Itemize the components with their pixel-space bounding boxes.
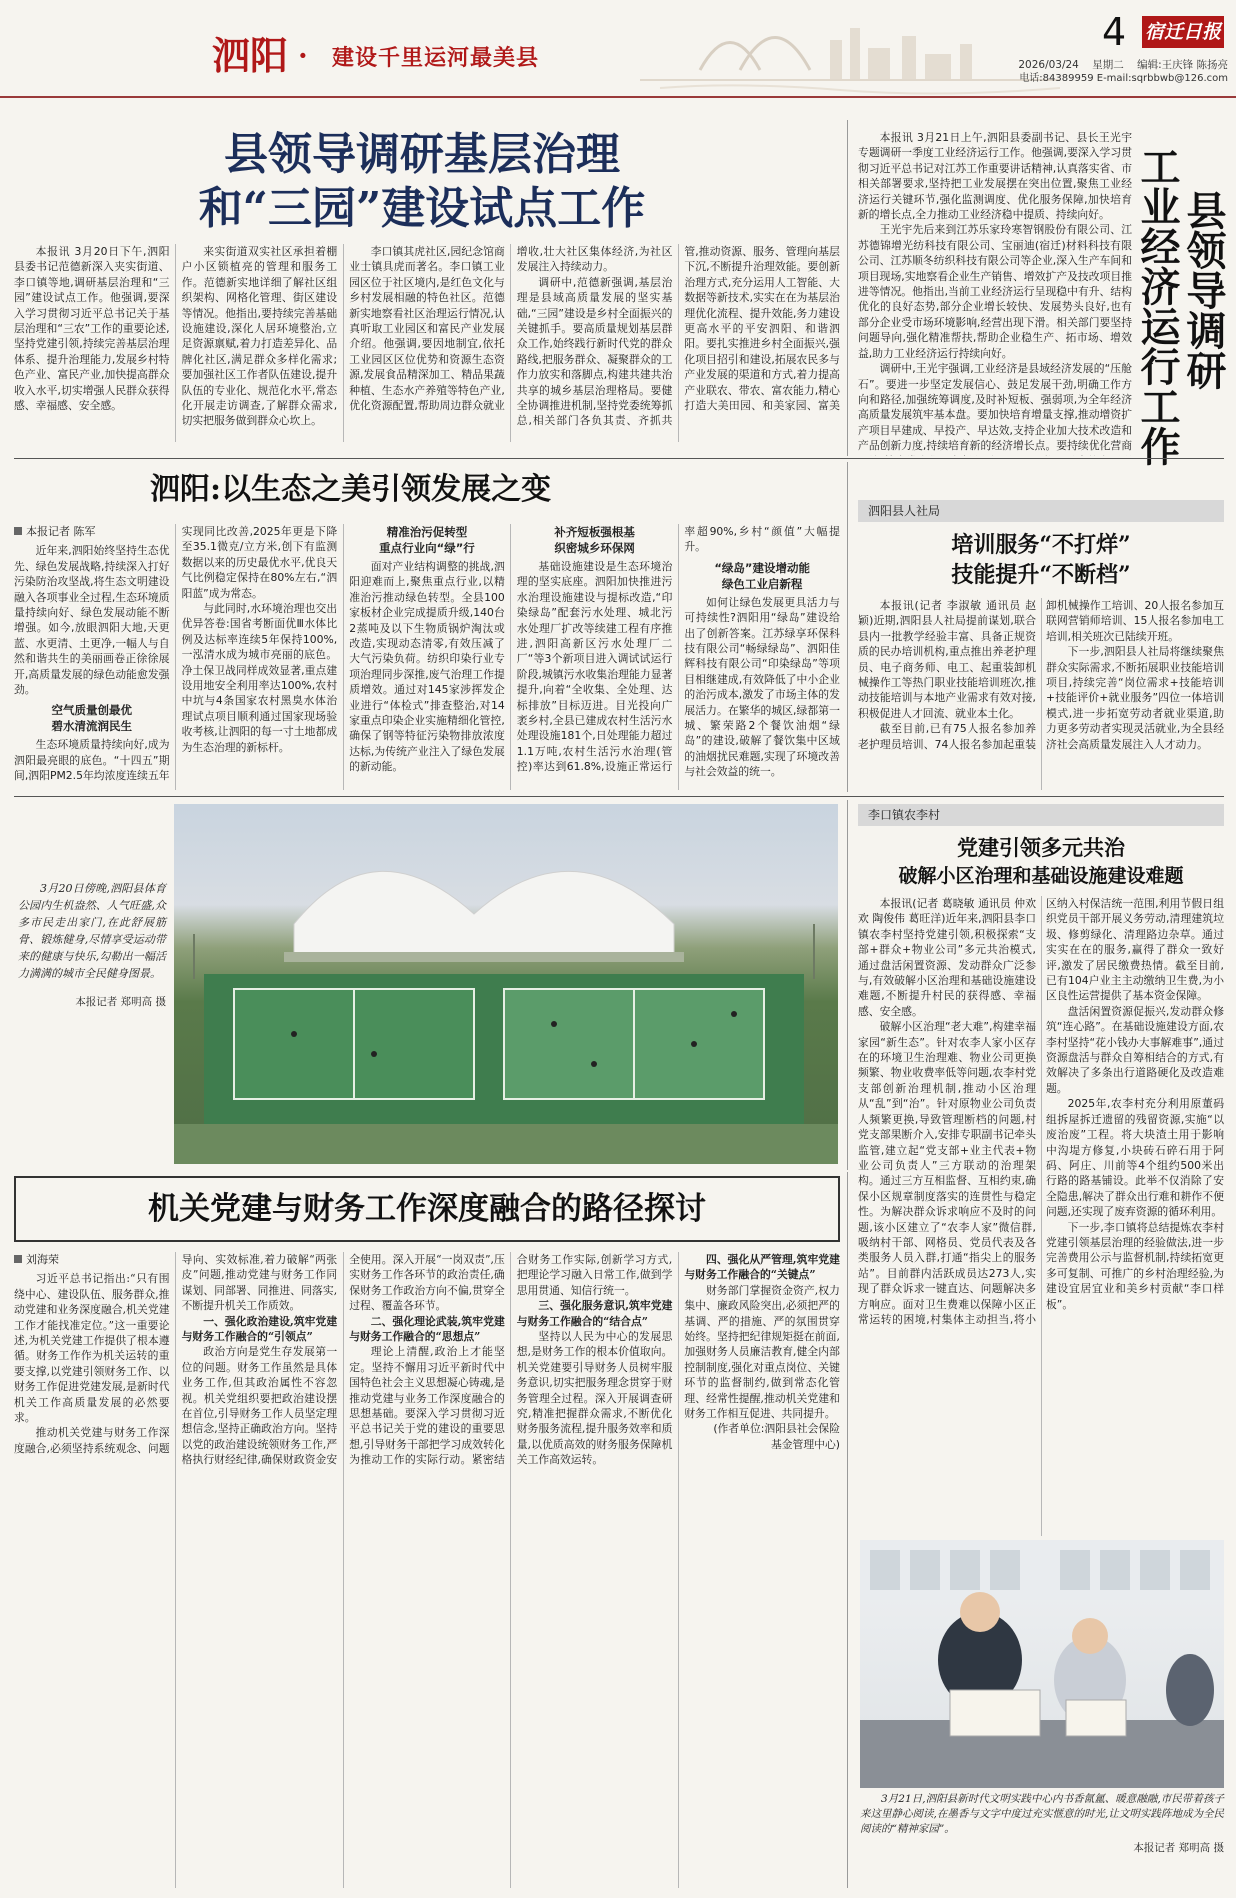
section-slogan: 建设千里运河最美县 <box>332 46 540 71</box>
article1-para: 本报讯 3月20日下午,泗阳县委书记范德新深入夹实街道、李口镇等地,调研基层治理和“三园”建设试点工作。他强调,要深入学习贯彻习近平总书记关于基层治理和“三农”工作的重要论述,坚持党建引领,持续完善基层治理体系、提升治理能力,发展乡村特色产业、富民产业,加快提高群众收入水平,切实增强人民群众获得感、幸福感、安全感。 <box>14 245 170 413</box>
section-dot: · <box>298 39 308 72</box>
article3-para: 面对产业结构调整的挑战,泗阳迎难而上,聚焦重点行业,以精准治污推动绿色转型。全县100家板材企业完成提质升级,140台2蒸吨及以下生物质锅炉淘汰或改造,实现动态清零,有效压减了大气污染负荷。纺织印染行业专项治理同步深推,废气治理工作提质增效。通过对145家涉挥发企业进行“体检式”排查整治,对14家重点印染企业实施精细化管控,确保了钢等特征污染物排放浓度达标,为传统产业注入了绿色发展的新动能。 <box>349 560 505 774</box>
photo1-credit: 本报记者 郑明高 摄 <box>75 996 166 1008</box>
article6-title: 机关党建与财务工作深度融合的路径探讨 <box>148 1191 706 1227</box>
issue-date: 2026/03/24 <box>1018 59 1079 71</box>
article1-para: 李口镇其虎社区,园纪念馆商业士镇具虎而著名。李口镇工业园区位于社区境内,是红色文化与乡村发展相融的特色社区。范德新实地察看社区治理运行情况,认真听取工业园区和富民产业发展介绍。他强调,要因地制宜,依托工业园区区位优势和资源生态资源,发展食品精深加工、精品果蔬种植、生态水产养殖等特色产业,优化资源配置,帮助周边群众就业增收,壮大社区集体经济,为社区发展注入持续动力。 <box>349 245 673 413</box>
photo-reading-room <box>860 1540 1224 1788</box>
article3-para: 如何让绿色发展更具活力与可持续性?泗阳用“绿岛”建设给出了创新答案。江苏绿享环保科技有限公司“畅绿绿岛”、泗阳佳辉科技有限公司“印染绿岛”等项目相继建成,有效降低了中小企业的治污成本,激发了市场主体的发展活力。在繁华的城区,绿都第一城、繁荣路2个餐饮油烟“绿岛”的建设,破解了餐饮集中区域的油烟扰民难题,实现了环境改善与社会效益的统一。 <box>684 595 840 779</box>
article3-subhead-4: “绿岛”建设增动能 绿色工业启新程 <box>714 560 810 591</box>
article1-title-line1: 县领导调研基层治理 <box>224 129 620 180</box>
article3-reporter-text: 本报记者 陈军 <box>26 525 96 538</box>
article5-para: 盘活闲置资源促振兴,发动群众修筑“连心路”。在基础设施建设方面,农李村坚持“花小钱办大事解难事”,通过资源盘活与群众自筹相结合的方式,有效解决了多条出行道路硬化及改造难题。 <box>1046 1004 1224 1095</box>
article6-section-head: 三、强化服务意识,筑牢党建与财务工作融合的“结合点” <box>516 1299 673 1328</box>
article3-subhead-1: 空气质量创最优 碧水清流润民生 <box>51 703 133 734</box>
article6-para: 理论上清醒,政治上才能坚定。坚持不懈用习近平新时代中国特色社会主义思想凝心铸魂,是推动党建与业务工作深度融合的思想基础。要深入学习贯彻习近平总书记关于党的建设的重要思想,引导财务干部把学习成效转化为推动工作的实际行动。紧密结合财务工作实际,创新学习方式,把理论学习融入日常工作,做到学思用贯通、知信行统一。 <box>349 1253 673 1467</box>
article5-para: 破解小区治理“老大难”,构建幸福家园“新生态”。针对农李人家小区存在的环境卫生治理难、物业公司更换频繁、物业收费率低等问题,农李村党支部创新治理机制,推动小区治理从“乱”到“治”。针对原物业公司负责人频繁更换,导致管理断档的问题,村党支部果断介入,安排专职副书记牵头监管,建立起“党支部+业主代表+物业公司负责人”三方联动的治理架构。通过三方互相监督、互相约束,确保小区规章制度落实的连贯性与稳定性。为解决群众诉求响应不及时的问题,该小区建立了“农李人家”微信群,吸纳村干部、网格员、党员代表及各类服务人员入群,打通“指尖上的服务站”。目前群内活跃成员达273人,实现了群众诉求一键直达、问题解决多方响应。面对卫生费难以保障小区正常运转的困境,村集体主动担当,将小区纳入村保洁统一范围,利用节假日组织党员干部开展义务劳动,清理建筑垃圾、修剪绿化、清理路边杂草。通过实实在在的服务,赢得了群众一致好评,激发了居民缴费热情。截至目前,已有104户业主主动缴纳卫生费,为小区良性运营提供了基本资金保障。 <box>858 897 1224 1326</box>
article6-para: 财务部门掌握资金资产,权力集中、廉政风险突出,必须把严的基调、严的措施、严的氛围贯穿始终。坚持把纪律规矩挺在前面,加强财务人员廉洁教育,健全内部控制制度,强化对重点岗位、关键环节的监督制约,做到常态化管理、经常性提醒,推动机关党建和财务工作相互促进、共同提升。 <box>684 1283 840 1421</box>
article6-author <box>14 1252 170 1267</box>
divider-row2 <box>14 796 1224 797</box>
article3-subhead-2: 精准治污促转型 重点行业向“绿”行 <box>379 525 475 555</box>
article2-para: 本报讯 3月21日上午,泗阳县委副书记、县长王光宇专题调研一季度工业经济运行工作。他强调,要深入学习贯彻习近平总书记对江苏工作重要讲话精神,认真落实省、市相关部署要求,坚持把工业发展摆在突出位置,聚焦工业经济运行关键环节,强化监测调度、优化服务保障,加快培育新的增长点,全力推动工业经济稳中提质、持续向好。 <box>858 131 1132 222</box>
article2-body <box>858 130 1132 456</box>
photo-sports-park <box>174 804 838 1164</box>
article3-reporter <box>14 524 170 539</box>
article6-section-head: 一、强化政治建设,筑牢党建与财务工作融合的“引领点” <box>181 1314 338 1344</box>
article6-section-head: 二、强化理论武装,筑牢党建与财务工作融合的“思想点” <box>349 1314 505 1344</box>
article1-title-line2: 和“三园”建设试点工作 <box>198 183 646 234</box>
article5-para: 本报讯(记者 葛晓敏 通讯员 仲欢欢 陶俊伟 葛旺洋)近年来,泗阳县李口镇农李村坚持党建引领,积极探索“支部+群众+物业公司”多元共治模式,通过盘活闲置资源、发动群众广泛参与,有效破解小区治理和基础设施建设难题,不断提升村民的获得感、幸福感、安全感。 <box>858 897 1036 1018</box>
article1-title <box>14 128 830 236</box>
sports-park-illustration <box>174 804 838 1164</box>
page-number: 4 <box>1102 10 1127 54</box>
article6-para: 习近平总书记指出:“只有围绕中心、建设队伍、服务群众,推动党建和业务深度融合,机关党建工作才能找准定位。”这一重要论述,为机关党建工作提供了根本遵循。财务工作作为机关运转的重要支撑,以党建引领财务工作、以财务工作促进党建发展,是新时代机关工作高质量发展的必然要求。 <box>14 1272 170 1425</box>
article4-para: 截至目前,已有75人报名参加养老护理员培训、74人报名参加起重装卸机械操作工培训、20人报名参加互联网营销师培训、15人报名参加电工培训,相关班次已陆续开班。 <box>858 599 1224 751</box>
article1-body <box>14 244 840 442</box>
article6-author-text: 刘海荣 <box>26 1253 59 1266</box>
article2-para: 调研中,王光宇强调,工业经济是县域经济发展的“压舱石”。要进一步坚定发展信心、鼓足发展干劲,明确工作方向和路径,加强统筹调度,及时补短板、强弱项,为全年经济高质量发展筑牢基本盘。要加快培育增量支撑,推动增资扩产项目早建成、早投产、早达效,支持企业加大技术改造和产品创新力度,持续培育新的经济增长点。要持续优化营商 <box>858 362 1132 453</box>
issue-contact: 电话:84389959 E-mail:sqrbbwb@126.com <box>1019 73 1228 84</box>
photo2-credit: 本报记者 郑明高 摄 <box>1133 1842 1224 1854</box>
article6-title-box <box>14 1176 840 1242</box>
article5-title-line2: 破解小区治理和基础设施建设难题 <box>898 865 1184 887</box>
photo2-caption-text: 3月21日,泗阳县新时代文明实践中心内书香氤氲、暖意融融,市民带着孩子来这里静心阅读,在墨香与文字中度过充实惬意的时光,让文明实践阵地成为全民阅读的“精神家园”。 <box>860 1793 1224 1835</box>
masthead-text: 宿迁日报 <box>1144 21 1221 43</box>
article3-para: 生态环境质量持续向好,成为泗阳最亮眼的底色。“十四五”期间,泗阳PM2.5年均浓度连续五年实现同比改善,2025年更是下降至35.1微克/立方米,创下有监测数据以来的历史最优水平,优良天气比例稳定保持在80%左右,“泗阳蓝”成为常态。 <box>14 525 338 783</box>
article3-title: 泗阳:以生态之美引领发展之变 <box>150 472 552 507</box>
article5-body <box>858 896 1224 1536</box>
divider-row1 <box>14 458 1224 459</box>
article3-lead: 近年来,泗阳始终坚持生态优先、绿色发展战略,持续深入打好污染防治攻坚战,将生态文明建设融入各项事业全过程,生态环境质量持续向好、绿色发展动能不断增强。如今,放眼泗阳大地,天更蓝、水更清、土更净,一幅人与自然和谐共生的美丽画卷正徐徐展开,高质量发展的绿色动能愈发强劲。 <box>14 544 170 697</box>
photo1-caption <box>18 880 166 1011</box>
article2-title-a: 县领导调研 <box>1180 190 1227 390</box>
article6-para: 推动机关党建与财务工作深度融合,必须坚持系统观念、问题导向、实效标准,着力破解“两张皮”问题,推动党建与财务工作同谋划、同部署、同推进、同落实,不断提升机关工作质效。 <box>14 1253 338 1455</box>
issue-meta <box>836 58 1228 72</box>
section-county: 泗阳 <box>212 33 289 78</box>
article3-subhead-3: 补齐短板强根基 织密城乡环保网 <box>554 525 635 555</box>
divider-a6-photo2 <box>847 1172 848 1888</box>
article1-para: 调研中,范德新强调,基层治理是县域高质量发展的坚实基础,“三园”建设是乡村全面振兴的关键抓手。要高质量规划基层群众工作,始终践行新时代党的群众路线,把服务群众、凝聚群众的工作力放实和落脚点,构建共建共治共享的城乡基层治理格局。要健全协调推进机制,坚持党委统筹抓总,相关部门各负其责、齐抓共管,推动资源、服务、管理向基层下沉,不断提升治理效能。要创新治理方式,充分运用人工智能、大数据等新技术,实实在在为基层治理优化流程、提升效能,务力建设更高水平的平安泗阳、和谐泗阳。要扎实推进乡村全面振兴,强化项目招引和建设,拓展农民多与产业发展的渠道和方式,着力提高产业联农、带农、富农能力,精心打造大美田园、和美家园、富美 <box>516 245 840 428</box>
photo1-caption-text: 3月20日傍晚,泗阳县体育公园内生机盎然、人气旺盛,众多市民走出家门,在此舒展筋骨、锻炼健身,尽情享受运动带来的健康与快乐,勾勒出一幅活力满满的城市全民健身图景。 <box>18 882 166 980</box>
divider-a3-a4 <box>847 462 848 792</box>
masthead-logo <box>1142 16 1224 48</box>
article4-para: 本报讯(记者 李淑敏 通讯员 赵颖)近期,泗阳县人社局提前谋划,联合县内一批教学经验丰富、具备正规资质的民办培训机构,重点推出养老护理员、电子商务师、电工、起重装卸机械操作工等热门职业技能培训班次,推动技能培训与本地产业需求有效对接,积极促进人才回流、就业本土化。 <box>858 599 1036 720</box>
article5-title <box>858 834 1224 890</box>
article6-para: 政治方向是党生存发展第一位的问题。财务工作虽然是具体业务工作,但其政治属性不容忽视。机关党组织要把政治建设摆在首位,引导财务工作人员坚定理想信念,坚持正确政治方向。坚持以党的政治建设统领财务工作,严格执行财经纪律,确保财政资金安全使用。深入开展“一岗双责”,压实财务工作各环节的政治责任,确保财务工作政治方向不偏,贯穿全过程、覆盖各环节。 <box>181 1253 505 1467</box>
header-rule <box>0 96 1236 98</box>
article5-para: 2025年,农李村充分利用原董码组拆屋拆迁遗留的残留资源,实施“以废治废”工程。将大块渣土用于影响中沟堤方修复,小块砖石碎石用于阿码、阿庄、川前等4个组约500米出行路的路基铺设。此举不仅消除了安全隐患,解决了群众出行难和耕作不便问题,还实现了废弃资源的循环利用。 <box>1046 1097 1224 1219</box>
article2-title-b: 工业经济运行工作 <box>1134 146 1181 466</box>
article4-title <box>858 530 1224 590</box>
issue-weekday: 星期二 <box>1092 59 1124 71</box>
article3-para: 基础设施建设是生态环境治理的坚实底座。泗阳加快推进污水治理设施建设与提标改造,“印染绿岛”配套污水处理、城北污水处理厂扩改等续建工程有序推进,泗阳高新区污水处理厂二厂“等3个新项目进入调试试运行阶段,城镇污水收集治理能力显著提升,向着“全收集、全处理、达标排放”目标迈进。目光投向广袤乡村,全县已建成农村生活污水处理设施181个,日处理能力超过1.1万吨,农村生活污水治理(管控)率达到61.8%,设施正常运行率超90%,乡村“颜值”大幅提升。 <box>516 525 840 774</box>
article3-para: 与此同时,水环境治理也交出优异答卷:国省考断面优Ⅲ水体比例及达标率连续5年保持100%,一泓清水成为城市亮丽的底色。净土保卫战同样成效显著,重点建设用地安全利用率达100%,农村中坑与4条国家农村黑臭水体治理试点项目顺利通过国家现场验收考核,让泗阳的每一寸土地都成为生态治理的新标杆。 <box>181 602 338 754</box>
article5-para: 下一步,李口镇将总结提炼农李村党建引领基层治理的经验做法,进一步完善费用公示与监督机制,持续拓宽更多可复制、可推广的乡村治理经验,为建设宜居宜业和美乡村贡献“李口样板”。 <box>1046 1220 1224 1311</box>
article4-tag: 泗阳县人社局 <box>858 500 1224 522</box>
page-header <box>0 0 1236 106</box>
article4-body <box>858 598 1224 790</box>
article3-body <box>14 524 840 790</box>
issue-editors: 编辑:王庆锋 陈扬亮 <box>1137 59 1228 71</box>
divider-photo-a5 <box>847 800 848 1170</box>
article6-section-head: 四、强化从严管理,筑牢党建与财务工作融合的“关键点” <box>684 1253 840 1282</box>
article6-para: 坚持以人民为中心的发展思想,是财务工作的根本价值取向。机关党建要引导财务人员树牢服务意识,切实把服务理念贯穿于财务管理全过程。深入开展调查研究,精准把握群众需求,不断优化财务服务流程,提升服务效率和质量,以优质高效的财务服务保障机关工作高效运转。 <box>516 1330 673 1467</box>
photo2-caption <box>860 1792 1224 1856</box>
article6-byline: (作者单位:泗阳县社会保险基金管理中心) <box>713 1422 840 1451</box>
article2-para: 王光宇先后来到江苏乐家玲寒智钢股份有限公司、江苏德锦增光纺科技有限公司、宝丽迪(宿迁)材料科技有限公司、江苏顺冬纺织科技有限公司等企业,深入生产车间和项目现场,实地察看企业生产销售、增效扩产及技改项目推进等情况。他指出,当前工业经济运行呈现稳中有升、结构优化的良好态势,部分企业增长较快、发展势头良好,也有部分企业受市场环境影响,经营出现下滑。相关部门要坚持问题导向,强化精准帮扶,帮助企业稳生产、拓市场、增效益,助力工业经济运行持续向好。 <box>858 223 1132 360</box>
article4-para: 下一步,泗阳县人社局将继续聚焦群众实际需求,不断拓展职业技能培训项目,持续完善“岗位需求+技能培训+技能评价+就业服务”四位一体培训模式,进一步拓宽劳动者就业渠道,助力更多劳动者实现灵活就业,为全县经济社会高质量发展注入人才动力。 <box>1046 645 1224 751</box>
article1-para: 来实街道双实社区承担着棚户小区锁植亮的管理和服务工作。范德新实地详细了解社区组织架构、网格化管理、街区建设等情况。他指出,要持续完善基础设施建设,深化人居环境整治,立足资源禀赋,着力打造差异化、品牌化社区,满足群众多样化需求;要加强社区工作者队伍建设,提升队伍的专业化、规范化水平,常态化开展走访调查,了解群众需求,切实把服务做到群众心坎上。 <box>181 245 338 428</box>
article5-tag: 李口镇农李村 <box>858 804 1224 826</box>
article5-title-line1: 党建引领多元共治 <box>957 835 1125 860</box>
divider-a1-a2 <box>847 120 848 456</box>
reading-room-illustration <box>860 1540 1224 1788</box>
article6-body <box>14 1252 840 1888</box>
article4-title-line2: 技能提升“不断档” <box>951 562 1131 588</box>
article4-title-line1: 培训服务“不打烊” <box>951 532 1131 558</box>
